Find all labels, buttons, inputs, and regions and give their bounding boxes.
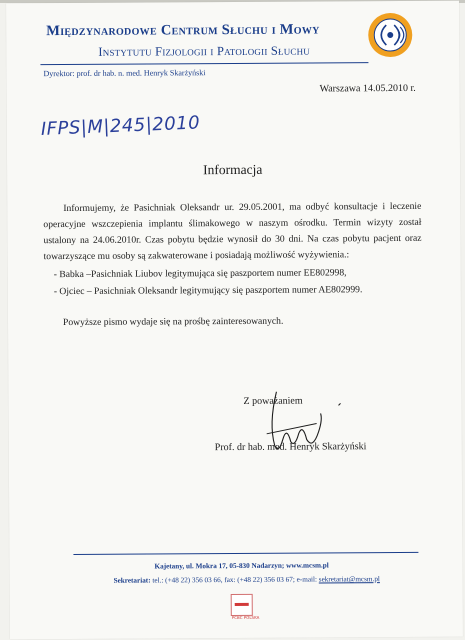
signer-name: Prof. dr hab. med. Henryk Skarżyński bbox=[214, 441, 367, 454]
body-paragraph: Informujemy, że Pasichniak Oleksandr ur. 29.05.2001, ma odbyć konsultacje i leczenie operacyjne wszczepienia implantu ślimakowego w naszym ośrodku. Termin wizyty został ustalony na 24.06.2010r. Czas pobytu będzie wynosił do 30 dni. Na czas pobytu pacjent oraz towarzyszące mu osoby są zakwaterowane i posiadają możliwość wyżywienia.: bbox=[43, 200, 422, 263]
letter-date: Warszawa 14.05.2010 r. bbox=[319, 82, 416, 95]
certification-mark bbox=[235, 603, 249, 606]
handwritten-reference-number: IFPS|M|245|2010 bbox=[40, 112, 201, 140]
handwritten-signature bbox=[246, 383, 366, 464]
list-item: - Babka –Pasichniak Liubov legitymująca się paszportem numer EE802998, bbox=[53, 267, 347, 281]
closing-sentence: Powyższe pismo wydaje się na prośbę zainteresowanych. bbox=[62, 315, 284, 329]
footer-divider bbox=[73, 552, 418, 555]
letter-page bbox=[6, 1, 463, 640]
contact-phones: tel.: (+48 22) 356 03 66, fax: (+48 22) 356 03 67; e-mail: bbox=[150, 575, 319, 585]
subinstitution-name: Instytutu Fizjologii i Patologii Słuchu bbox=[98, 43, 311, 59]
institution-name: Międzynarodowe Centrum Słuchu i Mowy bbox=[46, 21, 320, 40]
director-line: Dyrektor: prof. dr hab. n. med. Henryk Skarżyński bbox=[43, 68, 206, 79]
footer-address: Kajetany, ul. Mokra 17, 05-830 Nadarzyn; www.mcsm.pl bbox=[154, 561, 329, 571]
header-divider bbox=[40, 62, 368, 65]
certification-logo bbox=[231, 594, 253, 616]
list-item: - Ojciec – Pasichniak Oleksandr legitymujący się paszportem numer AE802999. bbox=[53, 283, 363, 297]
letter-body bbox=[43, 199, 421, 265]
contact-label: Sekretariat: bbox=[113, 576, 151, 585]
footer-contact bbox=[114, 575, 380, 585]
companion-list bbox=[54, 265, 363, 300]
certification-label: PCBC POLSKA bbox=[231, 614, 260, 621]
letter-title: Informacja bbox=[203, 161, 263, 178]
hearing-center-logo bbox=[366, 11, 414, 59]
contact-email-link[interactable]: sekretariat@mcsm.pl bbox=[318, 575, 380, 584]
regards-text: Z poważaniem bbox=[243, 395, 303, 407]
